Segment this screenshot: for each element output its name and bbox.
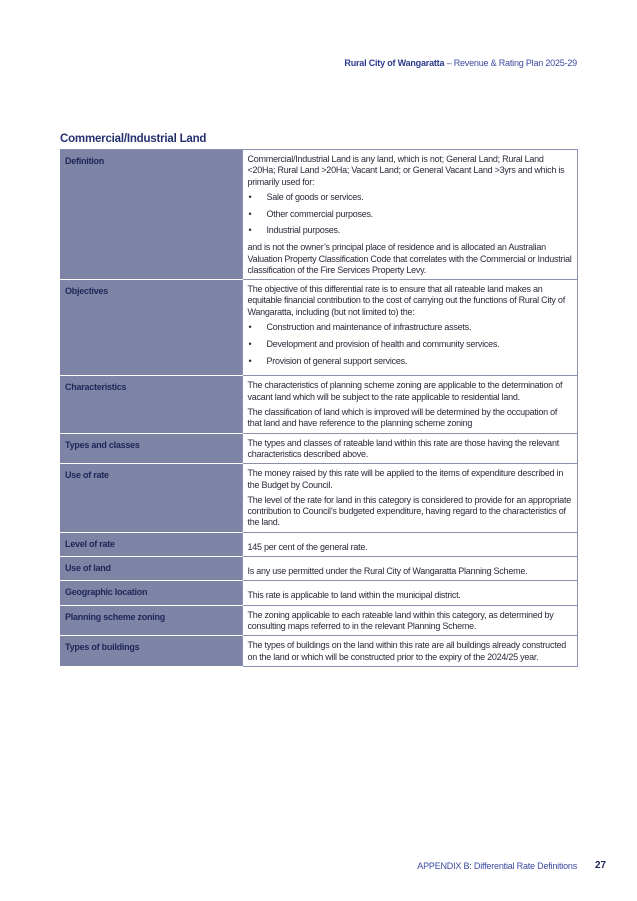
row-label: Characteristics	[60, 376, 242, 433]
description-paragraph: Commercial/Industrial Land is any land, which is not; General Land; Rural Land <20Ha; Rural Land >20Ha; Vacant Land; or General Vacant Land >3yrs and which is primarily used for:	[247, 154, 565, 187]
row-description	[242, 433, 577, 464]
page-number: 27	[595, 860, 607, 871]
row-description	[242, 636, 577, 667]
table-row	[60, 376, 577, 433]
table-row	[60, 605, 577, 636]
description-paragraph: The money raised by this rate will be applied to the items of expenditure described in the Budget by Council.	[247, 468, 564, 490]
row-label: Use of land	[60, 557, 242, 581]
row-label: Definition	[60, 150, 242, 280]
definition-table	[60, 149, 578, 667]
table-row	[60, 150, 577, 280]
row-label: Planning scheme zoning	[60, 605, 242, 636]
bullet-list	[248, 192, 573, 237]
bullet-item: • Sale of goods or services.	[248, 192, 573, 203]
table-row	[60, 636, 577, 667]
document-title: – Revenue & Rating Plan 2025-29	[444, 58, 577, 68]
description-paragraph: and is not the owner’s principal place of residence and is allocated an Australian Valuation Property Classification Code that correlates with the Commercial or Industrial classification of the Fire Services Property Levy.	[247, 242, 572, 275]
row-label: Objectives	[60, 280, 242, 376]
description-paragraph: 145 per cent of the general rate.	[247, 541, 368, 552]
table-row	[60, 532, 577, 556]
description-paragraph: The types of buildings on the land within this rate are all buildings already constructed on the land or which will be constructed prior to the expiry of the 2024/25 year.	[247, 640, 566, 662]
running-header	[344, 58, 577, 68]
row-description	[242, 376, 577, 433]
bullet-item: • Industrial purposes.	[248, 225, 573, 236]
row-label: Types and classes	[60, 433, 242, 464]
table-row	[60, 557, 577, 581]
description-paragraph: The types and classes of rateable land within this rate are those having the relevant characteristics described above.	[247, 437, 559, 459]
bullet-item: • Provision of general support services.	[248, 356, 573, 367]
row-description	[242, 581, 577, 605]
section-title: Commercial/Industrial Land	[60, 133, 207, 145]
definition-table-body	[60, 150, 577, 667]
bullet-list	[248, 322, 573, 367]
table-row	[60, 433, 577, 464]
organisation-name: Rural City of Wangaratta	[344, 58, 445, 68]
description-paragraph: The zoning applicable to each rateable land within this category, as determined by consulting maps referred to in the relevant Planning Scheme.	[247, 609, 554, 631]
row-description	[242, 150, 577, 280]
row-description	[242, 557, 577, 581]
row-label: Level of rate	[60, 532, 242, 556]
table-row	[60, 581, 577, 605]
bullet-item: • Construction and maintenance of infrastructure assets.	[248, 322, 573, 333]
row-description	[242, 280, 577, 376]
bullet-item: • Other commercial purposes.	[248, 209, 573, 220]
description-paragraph: This rate is applicable to land within the municipal district.	[247, 590, 461, 601]
description-paragraph: The characteristics of planning scheme zoning are applicable to the determination of vacant land which will be subject to the rate applicable to residential land.	[247, 380, 563, 402]
bullet-item: • Development and provision of health and community services.	[248, 339, 573, 350]
description-paragraph: The classification of land which is improved will be determined by the occupation of that land and have reference to the planning scheme zoning	[247, 407, 558, 429]
description-paragraph: Is any use permitted under the Rural City of Wangaratta Planning Scheme.	[247, 566, 528, 577]
row-description	[242, 464, 577, 532]
row-description	[242, 605, 577, 636]
row-label: Types of buildings	[60, 636, 242, 667]
footer-text: APPENDIX B: Differential Rate Definitions	[417, 861, 577, 871]
table-row	[60, 280, 577, 376]
row-description	[242, 532, 577, 556]
description-paragraph: The objective of this differential rate is to ensure that all rateable land makes an equitable financial contribution to the cost of carrying out the functions of Rural City of Wangaratta, including (but not limited to) the:	[247, 284, 565, 317]
row-label: Geographic location	[60, 581, 242, 605]
description-paragraph: The level of the rate for land in this category is considered to provide for an appropriate contribution to Council’s budgeted expenditure, having regard to the characteristics of the land.	[247, 494, 571, 528]
table-row	[60, 464, 577, 532]
row-label: Use of rate	[60, 464, 242, 532]
